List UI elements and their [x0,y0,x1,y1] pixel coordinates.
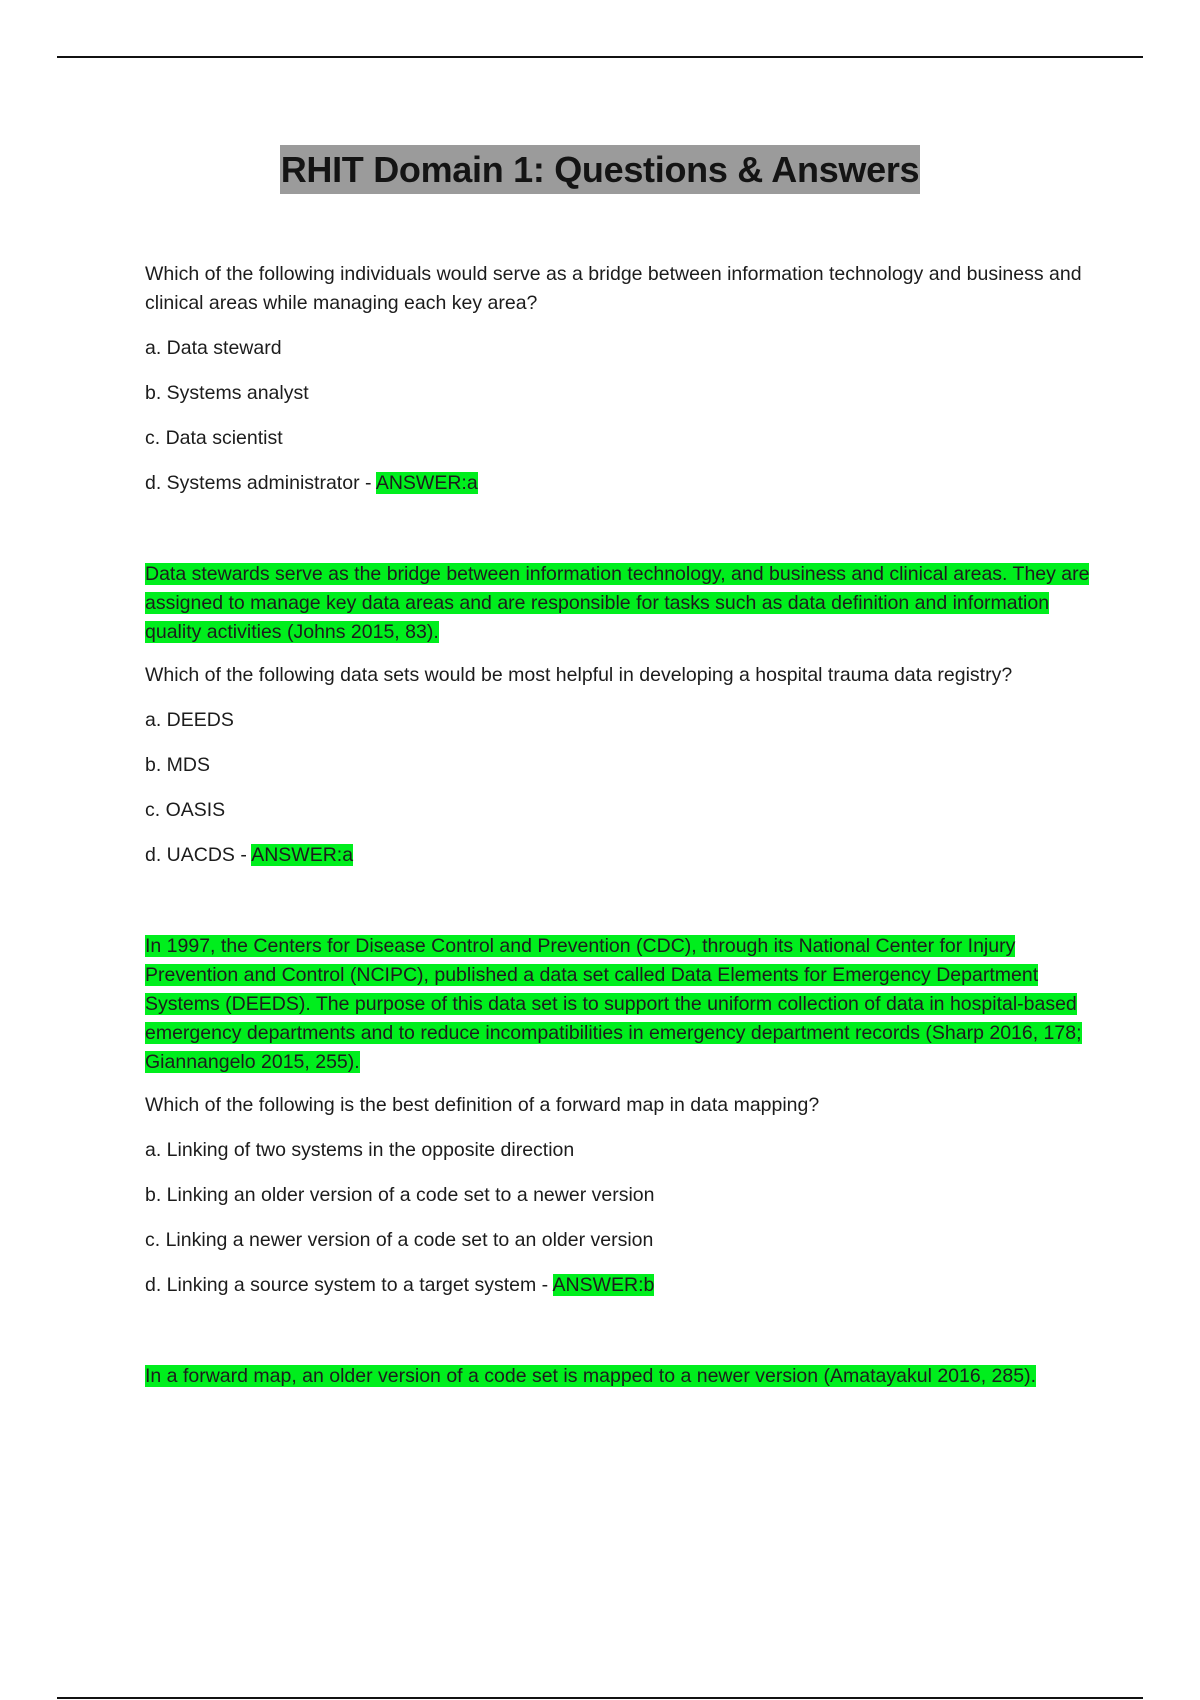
explanation-highlight: In 1997, the Centers for Disease Control and Prevention (CDC), through its National Center for Injury Prevention and Control (NCIPC), published a data set called Data Elements for Emergency Department Systems (DEEDS). The purpose of this data set is to support the uniform collection of data in hospital-based emergency departments and to reduce incompatibilities in emergency department records (Sharp 2016, 178; Giannangelo 2015, 255). [145,935,1082,1073]
option-c: c. Data scientist [145,427,283,449]
option-d [145,469,1095,498]
question-text: Which of the following individuals would serve as a bridge between information technology and business and clinical areas while managing each key area? [145,263,1082,314]
explanation-highlight: Data stewards serve as the bridge between information technology, and business and clinical areas. They are assigned to manage key data areas and are responsible for tasks such as data definition and information quality activities (Johns 2015, 83). [145,563,1090,643]
option-b: b. Linking an older version of a code set to a newer version [145,1184,655,1206]
answer-highlight: ANSWER:a [375,472,478,494]
option-d [145,841,1095,870]
option-b: b. Systems analyst [145,382,309,404]
page-title: RHIT Domain 1: Questions & Answers [280,145,921,194]
question-text: Which of the following data sets would be most helpful in developing a hospital trauma data registry? [145,664,1013,686]
option-d-text: d. Systems administrator - [145,472,376,494]
option-d-text: d. Linking a source system to a target system - [145,1274,553,1296]
title-container [0,145,1200,194]
option-c: c. OASIS [145,799,226,821]
option-b: b. MDS [145,754,211,776]
answer-highlight: ANSWER:b [552,1274,655,1296]
footer-rule [57,1697,1143,1699]
option-a: a. Linking of two systems in the opposite direction [145,1139,575,1161]
explanation-text [145,560,1095,647]
answer-highlight: ANSWER:a [251,844,354,866]
explanation-highlight: In a forward map, an older version of a code set is mapped to a newer version (Amatayakul 2016, 285). [145,1365,1036,1387]
explanation-text [145,932,1095,1077]
option-c: c. Linking a newer version of a code set to an older version [145,1229,654,1251]
option-a: a. DEEDS [145,709,234,731]
document-body [145,260,1095,1391]
option-a: a. Data steward [145,337,282,359]
question-block-2 [145,661,1095,1077]
question-text: Which of the following is the best definition of a forward map in data mapping? [145,1094,820,1116]
question-block-1 [145,260,1095,647]
option-d [145,1271,1095,1300]
header-rule [57,56,1143,58]
explanation-text [145,1362,1095,1391]
option-d-text: d. UACDS - [145,844,252,866]
question-block-3 [145,1091,1095,1391]
